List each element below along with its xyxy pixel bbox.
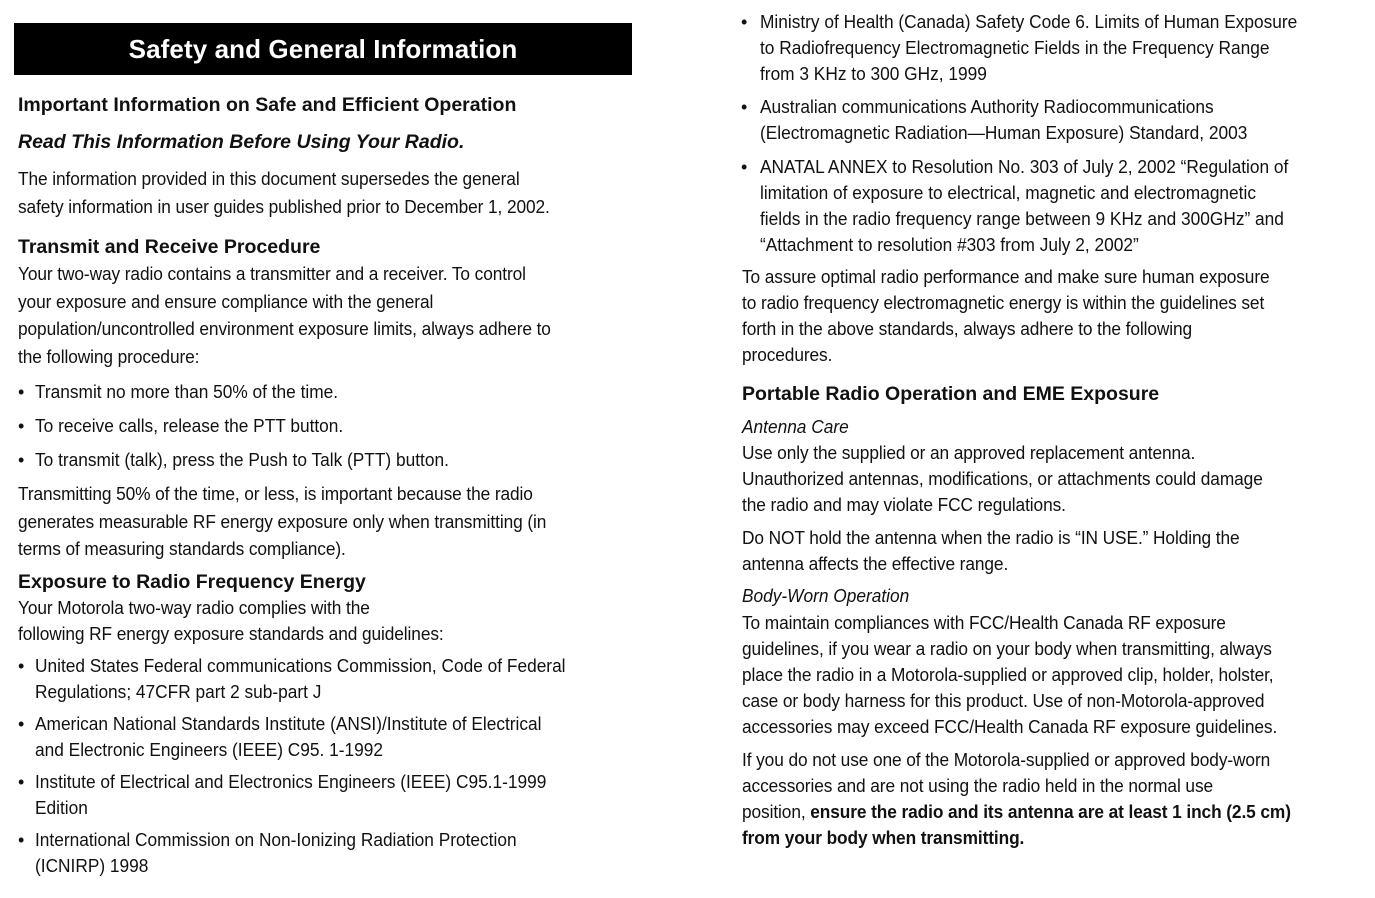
paragraph-line: Your Motorola two-way radio complies with the [18,597,370,618]
page-title [14,23,632,75]
paragraph-line: population/uncontrolled environment exposure limits, always adhere to [18,318,551,339]
list-item-text: limitation of exposure to electrical, magnetic and electromagnetic [760,182,1256,203]
list-item-text: Institute of Electrical and Electronics Engineers (IEEE) C95.1-1999 [35,771,547,792]
paragraph-line: Unauthorized antennas, modifications, or attachments could damage [742,468,1263,489]
paragraph-line: place the radio in a Motorola-supplied or approved clip, holder, holster, [742,664,1274,685]
list-item-text: “Attachment to resolution #303 from July 2, 2002” [760,234,1139,255]
paragraph-line-mixed [742,799,1291,825]
paragraph-line: guidelines, if you wear a radio on your body when transmitting, always [742,638,1272,659]
list-item-text: To transmit (talk), press the Push to Talk (PTT) button. [35,449,449,470]
bullet-icon: • [18,830,25,850]
paragraph-line: following RF energy exposure standards and guidelines: [18,623,444,644]
list-item-text: International Commission on Non-Ionizing Radiation Protection [35,829,517,850]
paragraph-line-bold [742,825,1024,851]
bullet-icon: • [18,772,25,792]
list-item-text: ANATAL ANNEX to Resolution No. 303 of July 2, 2002 “Regulation of [760,156,1289,177]
paragraph-line: case or body harness for this product. Use of non-Motorola-approved [742,690,1265,711]
paragraph-line: If you do not use one of the Motorola-supplied or approved body-worn [742,749,1271,770]
list-item-text: (ICNIRP) 1998 [35,855,149,876]
paragraph-line: generates measurable RF energy exposure only when transmitting (in [18,511,547,532]
intro-line: safety information in user guides published prior to December 1, 2002. [18,196,550,217]
paragraph-line: terms of measuring standards compliance). [18,538,346,559]
paragraph-line: To maintain compliances with FCC/Health Canada RF exposure [742,612,1226,633]
subheading-body-worn: Body-Worn Operation [742,585,910,606]
list-item-text: United States Federal communications Commission, Code of Federal [35,655,566,676]
heading-important-information: Important Information on Safe and Efficient Operation [18,94,517,116]
paragraph-line: to radio frequency electromagnetic energy is within the guidelines set [742,292,1265,313]
bullet-icon: • [18,656,25,676]
list-item-text: and Electronic Engineers (IEEE) C95. 1-1992 [35,739,383,760]
list-item-text: Edition [35,797,88,818]
bullet-icon: • [18,714,25,734]
heading-rf-exposure: Exposure to Radio Frequency Energy [18,571,366,593]
paragraph-line: Use only the supplied or an approved replacement antenna. [742,442,1196,463]
heading-read-before-use: Read This Information Before Using Your Radio. [18,131,465,153]
paragraph-line: Your two-way radio contains a transmitter and a receiver. To control [18,263,526,284]
heading-transmit-receive: Transmit and Receive Procedure [18,236,321,258]
text-bold-warning: from your body when transmitting. [742,827,1025,848]
page-title-text: Safety and General Information [128,33,518,64]
list-item-text: Transmit no more than 50% of the time. [35,381,339,402]
text-bold-warning: ensure the radio and its antenna are at least 1 inch (2.5 cm) [810,801,1291,822]
list-item-text: fields in the radio frequency range between 9 KHz and 300GHz” and [760,208,1284,229]
list-item-text: To receive calls, release the PTT button. [35,415,344,436]
list-item-text: Ministry of Health (Canada) Safety Code 6. Limits of Human Exposure [760,11,1298,32]
paragraph-line: the radio and may violate FCC regulations. [742,494,1066,515]
text-normal: position, [742,801,811,822]
list-item-text: from 3 KHz to 300 GHz, 1999 [760,63,987,84]
paragraph-line: Transmitting 50% of the time, or less, is important because the radio [18,483,533,504]
bullet-icon: • [18,450,25,470]
bullet-icon: • [18,416,25,436]
list-item-text: Regulations; 47CFR part 2 sub-part J [35,681,322,702]
subheading-antenna-care: Antenna Care [742,416,849,437]
paragraph-line: forth in the above standards, always adhere to the following [742,318,1193,339]
heading-portable-radio-eme: Portable Radio Operation and EME Exposure [742,383,1160,405]
bullet-icon: • [18,382,25,402]
paragraph-line: procedures. [742,344,833,365]
list-item-text: American National Standards Institute (ANSI)/Institute of Electrical [35,713,542,734]
list-item-text: Australian communications Authority Radiocommunications [760,96,1214,117]
paragraph-line: accessories and are not using the radio held in the normal use [742,775,1214,796]
paragraph-line: To assure optimal radio performance and make sure human exposure [742,266,1270,287]
bullet-icon: • [741,12,748,32]
paragraph-line: your exposure and ensure compliance with the general [18,291,434,312]
paragraph-line: accessories may exceed FCC/Health Canada RF exposure guidelines. [742,716,1278,737]
paragraph-line: Do NOT hold the antenna when the radio is “IN USE.” Holding the [742,527,1240,548]
bullet-icon: • [741,157,748,177]
paragraph-line: the following procedure: [18,346,200,367]
intro-line: The information provided in this document supersedes the general [18,168,520,189]
bullet-icon: • [741,97,748,117]
list-item-text: to Radiofrequency Electromagnetic Fields in the Frequency Range [760,37,1270,58]
list-item-text: (Electromagnetic Radiation—Human Exposure) Standard, 2003 [760,122,1248,143]
paragraph-line: antenna affects the effective range. [742,553,1009,574]
